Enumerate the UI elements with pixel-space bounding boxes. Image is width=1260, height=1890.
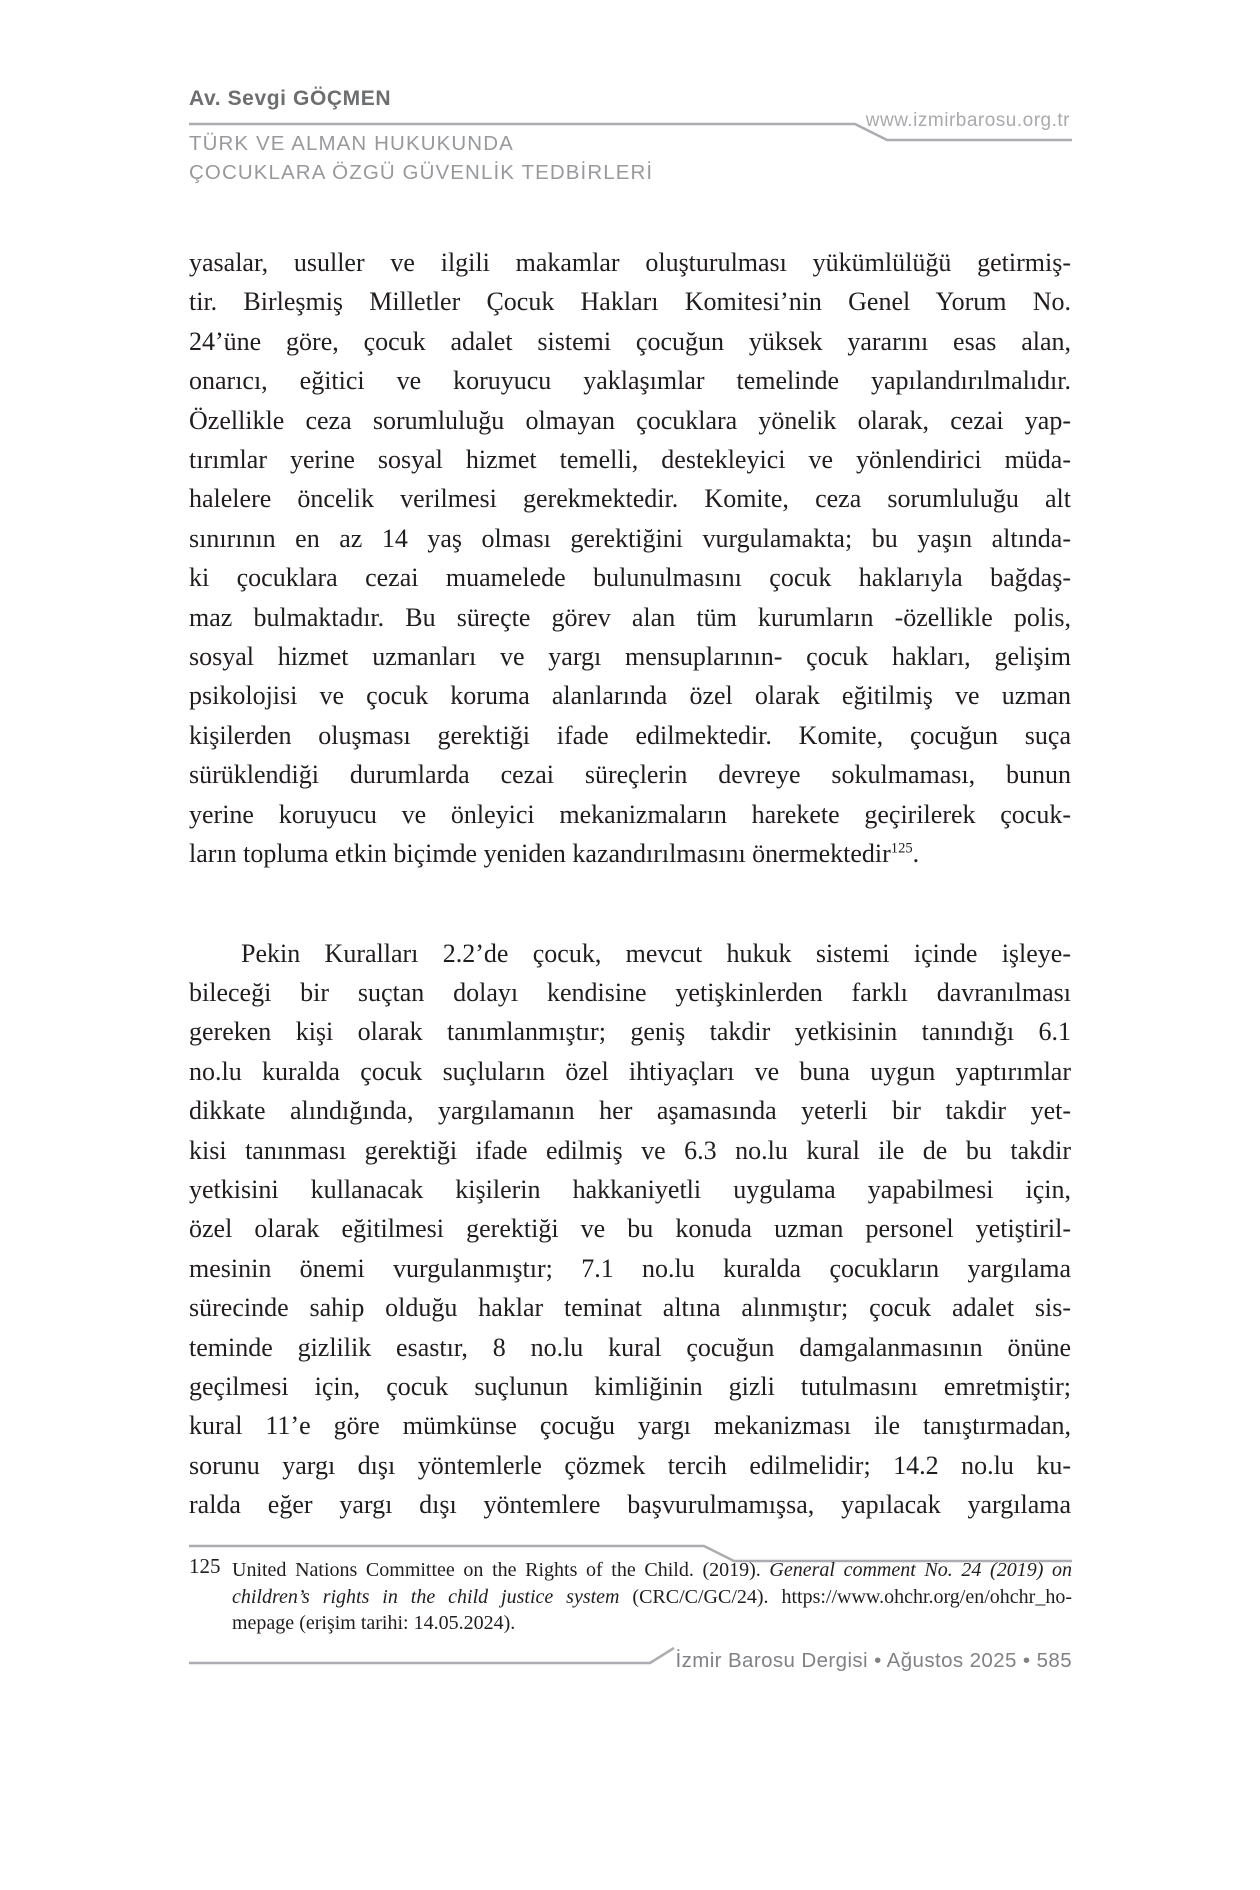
text-line: mesinin önemi vurgulanmıştır; 7.1 no.lu kuralda çocukların yargılama (189, 1253, 1071, 1283)
footnote-line (232, 1584, 1072, 1611)
text-line: sürecinde sahip olduğu haklar teminat altına alınmıştır; çocuk adalet sis- (189, 1293, 1071, 1323)
footnote-reference-125: 125 (890, 840, 913, 857)
text-line: yetkisini kullanacak kişilerin hakkaniyetli uygulama yapabilmesi için, (189, 1174, 1071, 1204)
text-line: özel olarak eğitilmesi gerektiği ve bu konuda uzman personel yetiştiril- (189, 1214, 1071, 1244)
text-line: yerine koruyucu ve önleyici mekanizmaların harekete geçirilerek çocuk- (189, 799, 1071, 829)
text-line: sürüklendiği durumlarda cezai süreçlerin devreye sokulmaması, bunun (189, 760, 1071, 790)
text-line: ralda eğer yargı dışı yöntemlere başvurulmamışsa, yapılacak yargılama (189, 1490, 1071, 1520)
text-line: sorunu yargı dışı yöntemlerle çözmek tercih edilmelidir; 14.2 no.lu ku- (189, 1450, 1071, 1480)
text-line: no.lu kuralda çocuk suçluların özel ihtiyaçları ve buna uygun yaptırımlar (189, 1056, 1071, 1086)
text-line: Özellikle ceza sorumluluğu olmayan çocuklara yönelik olarak, cezai yap- (189, 405, 1071, 435)
text-line: kisi tanınması gerektiği ifade edilmiş ve 6.3 no.lu kural ile de bu takdir (189, 1135, 1071, 1165)
footnote-number: 125 (189, 1554, 221, 1578)
text-line-fragment: . (912, 839, 920, 869)
text-line: maz bulmaktadır. Bu süreçte görev alan tüm kurumların -özellikle polis, (189, 602, 1071, 632)
text-line: onarıcı, eğitici ve koruyucu yaklaşımlar temelinde yapılandırılmalıdır. (189, 366, 1071, 396)
body-text-column (189, 243, 1071, 1525)
text-line: 24’üne göre, çocuk adalet sistemi çocuğun yüksek yararını esas alan, (189, 326, 1071, 356)
footnote-text-italic: children’s rights in the child justice system (232, 1585, 620, 1608)
footnote-125 (189, 1554, 1072, 1637)
text-line: yasalar, usuller ve ilgili makamlar oluşturulması yükümlülüğü getirmiş- (189, 248, 1071, 277)
text-line-with-footnote-ref (189, 834, 1071, 873)
footnote-line: mepage (erişim tarihi: 14.05.2024). (232, 1612, 516, 1635)
paragraph-1 (189, 243, 1071, 874)
text-line: psikolojisi ve çocuk koruma alanlarında özel olarak eğitilmiş ve uzman (189, 681, 1071, 711)
text-line: Pekin Kuralları 2.2’de çocuk, mevcut hukuk sistemi içinde işleye- (241, 938, 1071, 968)
text-line: ki çocuklara cezai muamelede bulunulmasını çocuk haklarıyla bağdaş- (189, 563, 1071, 593)
text-line: sosyal hizmet uzmanları ve yargı mensuplarının- çocuk hakları, gelişim (189, 642, 1071, 672)
text-line: kural 11’e göre mümkünse çocuğu yargı mekanizması ile tanıştırmadan, (189, 1411, 1071, 1441)
text-line: dikkate alındığında, yargılamanın her aşamasında yeterli bir takdir yet- (189, 1096, 1071, 1126)
text-line: gereken kişi olarak tanımlanmıştır; geniş takdir yetkisinin tanındığı 6.1 (189, 1017, 1071, 1047)
text-line-fragment: ların topluma etkin biçimde yeniden kazandırılmasını önermektedir (189, 839, 891, 869)
text-line: teminde gizlilik esastır, 8 no.lu kural çocuğun damgalanmasının önüne (189, 1332, 1071, 1362)
footnote-text-roman: (CRC/C/GC/24). https://www.ohchr.org/en/ohchr_ho- (619, 1585, 1072, 1608)
author-name: Av. Sevgi GÖÇMEN (189, 87, 392, 110)
paragraph-2 (189, 934, 1071, 1525)
text-line: kişilerden oluşması gerektiği ifade edilmektedir. Komite, çocuğun suça (189, 720, 1071, 750)
article-title-line-1: TÜRK VE ALMAN HUKUKUNDA (189, 132, 514, 155)
footnote-line (232, 1557, 1072, 1584)
article-title-line-2: ÇOCUKLARA ÖZGÜ GÜVENLİK TEDBİRLERİ (189, 161, 654, 184)
website-url: www.izmirbarosu.org.tr (865, 110, 1070, 131)
text-line: geçilmesi için, çocuk suçlunun kimliğinin gizli tutulmasını emretmiştir; (189, 1371, 1071, 1401)
text-line: halelere öncelik verilmesi gerekmektedir. Komite, ceza sorumluluğu alt (189, 484, 1071, 514)
footnote-text-italic: General comment No. 24 (2019) on (769, 1559, 1072, 1581)
journal-footer: İzmir Barosu Dergisi • Ağustos 2025 • 585 (675, 1649, 1072, 1672)
text-line: bileceği bir suçtan dolayı kendisine yetişkinlerden farklı davranılması (189, 977, 1071, 1007)
text-line: tir. Birleşmiş Milletler Çocuk Hakları Komitesi’nin Genel Yorum No. (189, 287, 1071, 317)
article-title (189, 129, 653, 187)
footnote-body (232, 1557, 1072, 1637)
text-line: tırımlar yerine sosyal hizmet temelli, destekleyici ve yönlendirici müda- (189, 445, 1071, 475)
text-line: sınırının en az 14 yaş olması gerektiğini vurgulamakta; bu yaşın altında- (189, 523, 1071, 553)
footnote-text-roman: United Nations Committee on the Rights of the Child. (2019). (232, 1559, 770, 1581)
footer-rule (189, 1648, 674, 1663)
